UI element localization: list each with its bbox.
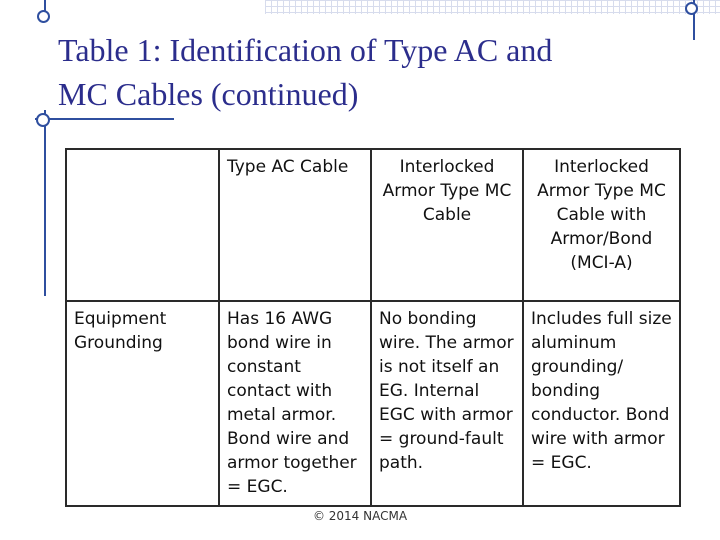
slide-title-line-1: Table 1: Identification of Type AC and [58, 32, 553, 68]
decorative-ring-icon [37, 10, 50, 23]
table-header-interlocked-mc: Interlocked Armor Type MC Cable [371, 149, 523, 301]
decorative-horizontal-rule [35, 118, 174, 120]
table-cell-interlocked-mc: No bonding wire. The armor is not itself an EG. Internal EGC with armor = ground-fault path. [371, 301, 523, 506]
table-row [66, 301, 680, 506]
slide-title-line-2: MC Cables (continued) [58, 76, 359, 112]
table-header-row [66, 149, 680, 301]
decorative-grid-pattern [265, 0, 720, 14]
row-label-equipment-grounding: Equipment Grounding [66, 301, 219, 506]
decorative-vertical-rule [44, 110, 46, 296]
table-header-mci-a: Interlocked Armor Type MC Cable with Armor/Bond (MCI-A) [523, 149, 680, 301]
table-cell-type-ac: Has 16 AWG bond wire in constant contact with metal armor. Bond wire and armor together = EGC. [219, 301, 371, 506]
decorative-ring-icon [36, 113, 50, 127]
copyright-footer: © 2014 NACMA [312, 509, 408, 523]
decorative-ring-icon [685, 2, 698, 15]
table-cell-mci-a: Includes full size aluminum grounding/ bonding conductor. Bond wire with armor = EGC. [523, 301, 680, 506]
slide-title [58, 28, 698, 116]
table-header-cell [66, 149, 219, 301]
table-header-type-ac: Type AC Cable [219, 149, 371, 301]
cable-identification-table [65, 148, 681, 507]
